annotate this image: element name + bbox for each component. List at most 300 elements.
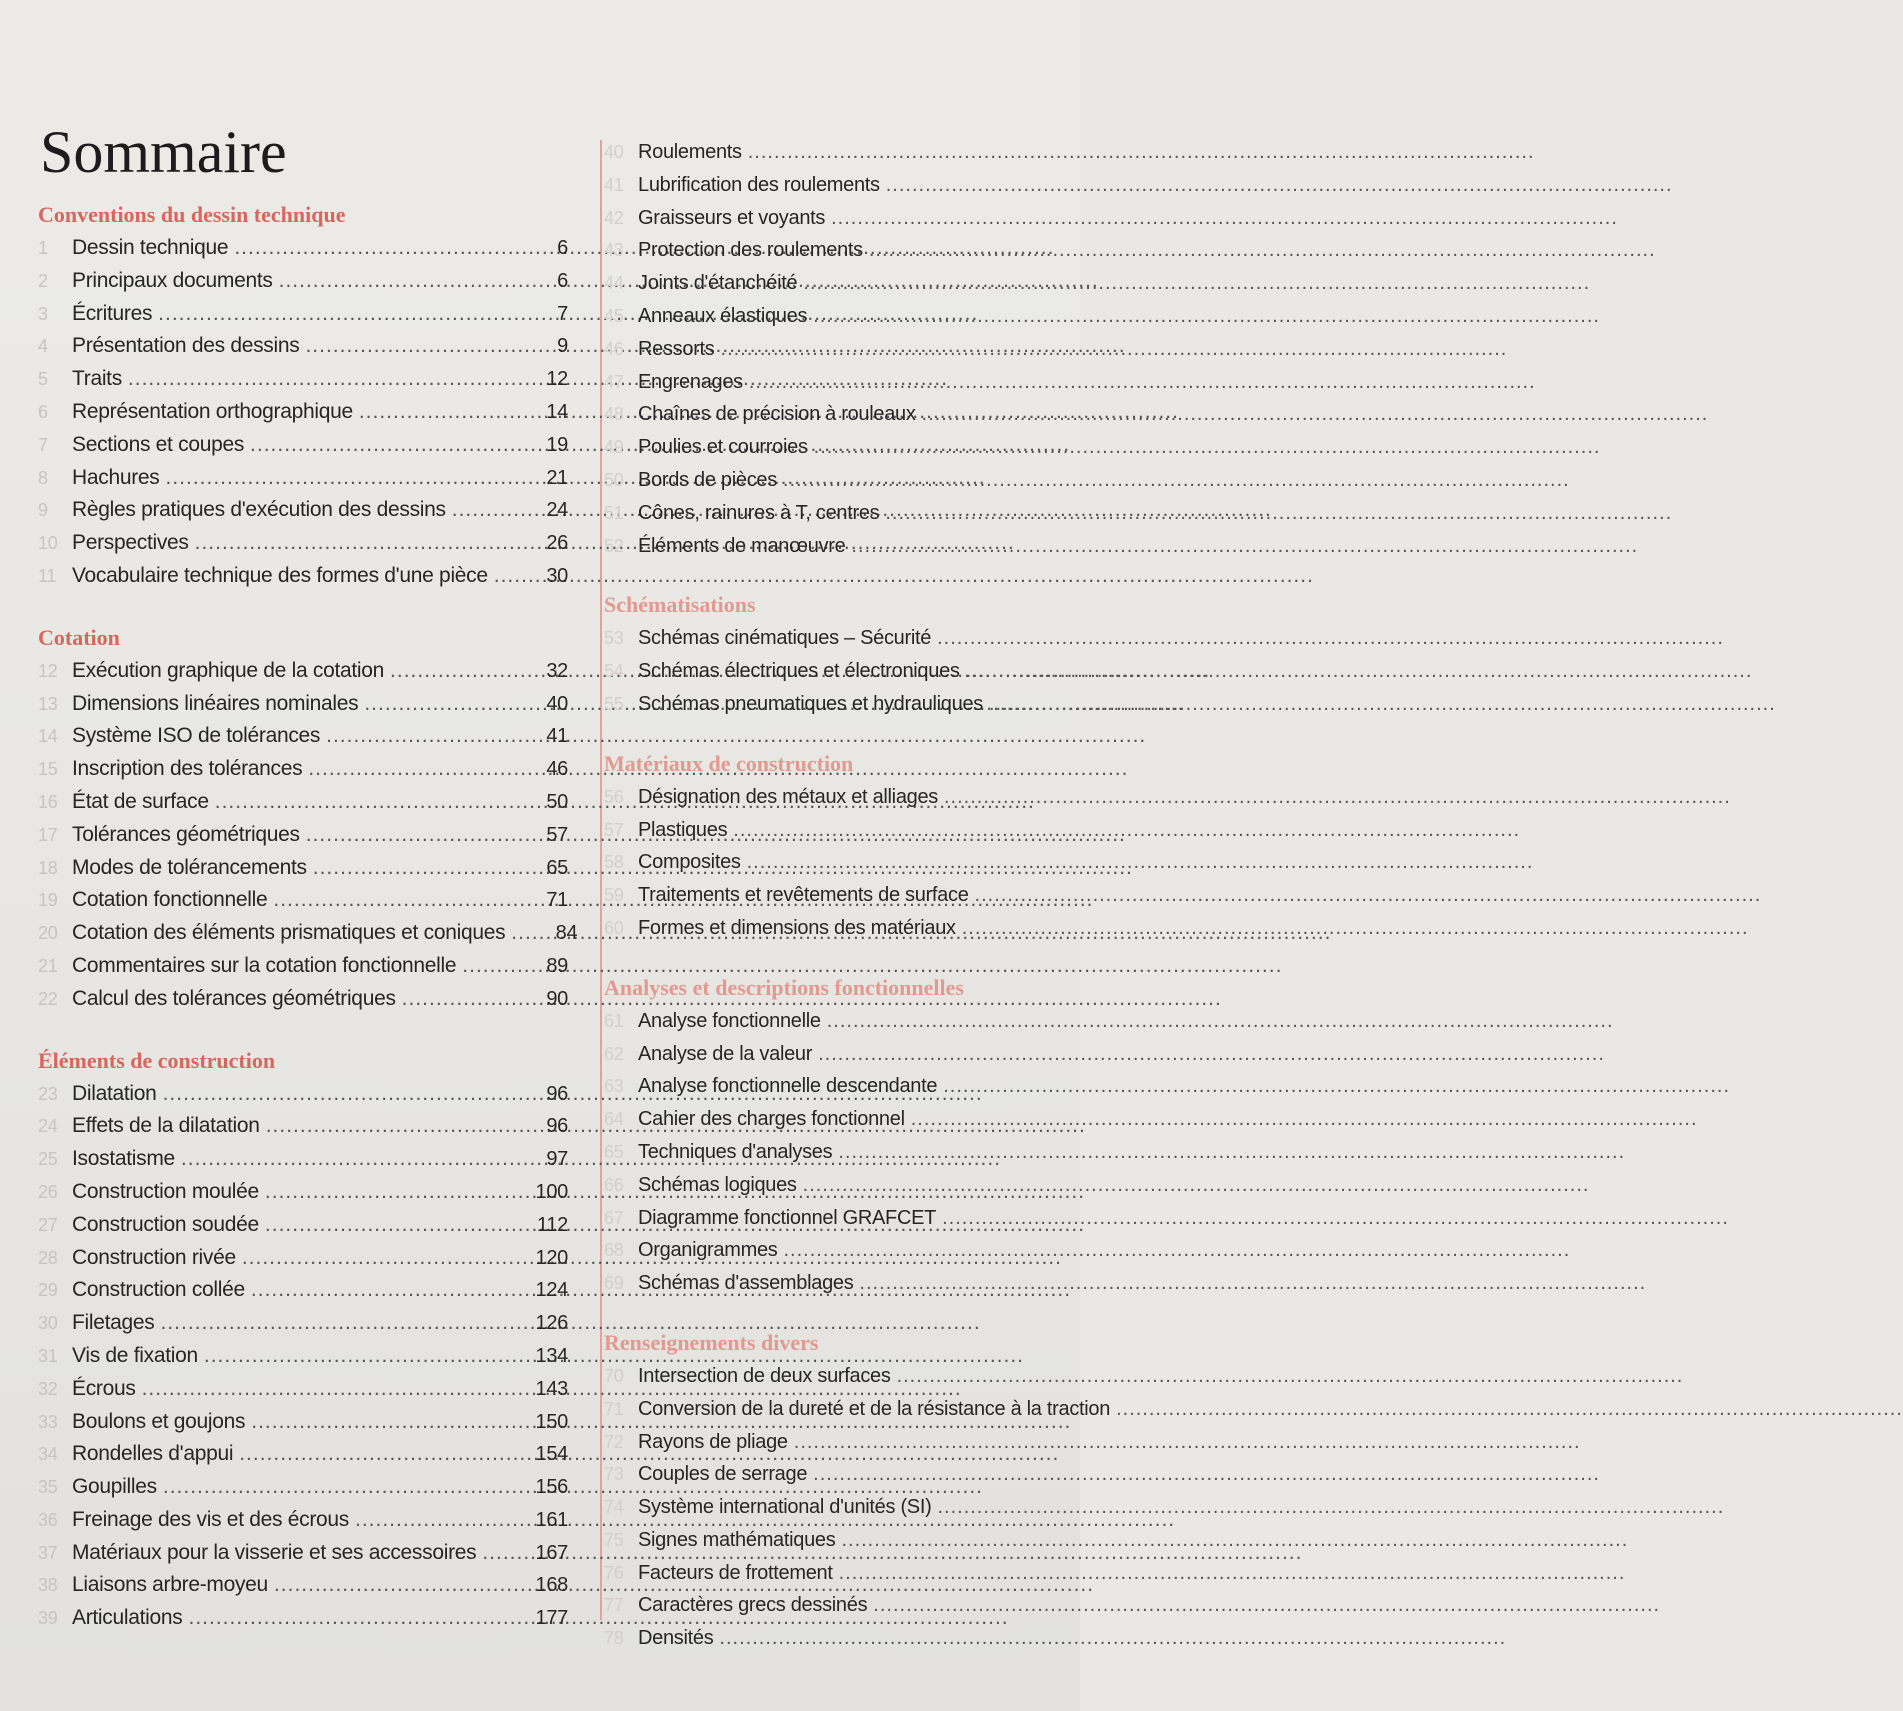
toc-entry bbox=[604, 366, 1080, 399]
entry-number: 29 bbox=[38, 1280, 58, 1301]
entry-page: 9 bbox=[557, 335, 568, 358]
entry-label: Commentaires sur la cotation fonctionnelle bbox=[72, 953, 457, 977]
toc-entry bbox=[38, 688, 568, 721]
entry-number: 43 bbox=[604, 240, 624, 261]
entry-page: 156 bbox=[535, 1476, 568, 1499]
toc-entry bbox=[604, 622, 1080, 655]
entry-number: 73 bbox=[604, 1464, 624, 1485]
toc-entry bbox=[38, 429, 568, 462]
entry-label: Plastiques bbox=[638, 818, 728, 841]
entry-number: 20 bbox=[38, 923, 58, 944]
dot-leader bbox=[163, 1471, 522, 1504]
dot-leader bbox=[827, 1005, 1074, 1038]
toc-entry bbox=[38, 917, 578, 950]
dot-leader bbox=[305, 330, 522, 363]
entry-page: 40 bbox=[546, 692, 568, 715]
entry-number: 39 bbox=[38, 1608, 58, 1629]
dot-leader bbox=[859, 1267, 1074, 1300]
entry-label: Caractères grecs dessinés bbox=[638, 1594, 868, 1617]
toc-entry bbox=[38, 950, 568, 983]
entry-page: 97 bbox=[546, 1148, 568, 1171]
dot-leader bbox=[511, 917, 531, 950]
entry-label: Anneaux élastiques bbox=[638, 304, 808, 327]
dot-leader bbox=[265, 1209, 522, 1242]
entry-label: Construction soudée bbox=[72, 1212, 259, 1236]
entry-page: 32 bbox=[546, 659, 568, 682]
toc-entry bbox=[604, 846, 1080, 879]
section-schematisations bbox=[604, 588, 1080, 720]
entry-label: Exécution graphique de la cotation bbox=[72, 658, 385, 682]
entry-number: 13 bbox=[38, 693, 58, 714]
toc-entry bbox=[604, 333, 1080, 366]
toc-entry bbox=[604, 431, 1080, 464]
entry-label: Facteurs de frottement bbox=[638, 1561, 833, 1584]
dot-leader bbox=[390, 655, 522, 688]
entry-number: 56 bbox=[604, 786, 624, 807]
entry-number: 8 bbox=[38, 467, 48, 488]
entry-page: 24 bbox=[546, 499, 568, 522]
entry-label: Dilatation bbox=[72, 1081, 157, 1105]
section-heading: Conventions du dessin technique bbox=[38, 202, 346, 227]
entry-number: 24 bbox=[38, 1116, 58, 1137]
toc-entry bbox=[38, 1471, 568, 1504]
entry-number: 65 bbox=[604, 1141, 624, 1162]
entry-label: Conversion de la dureté et de la résistance à la traction bbox=[638, 1397, 1111, 1420]
entry-label: Cotation des éléments prismatiques et coniques bbox=[72, 921, 506, 945]
entry-number: 66 bbox=[604, 1174, 624, 1195]
toc-entry bbox=[38, 265, 568, 298]
toc-entry bbox=[38, 786, 568, 819]
toc-entry bbox=[38, 298, 568, 331]
entry-label: Boulons et goujons bbox=[72, 1409, 246, 1433]
entry-label: Filetages bbox=[72, 1311, 155, 1335]
section-conventions bbox=[38, 198, 568, 593]
toc-entry bbox=[604, 398, 1080, 431]
toc-entry bbox=[38, 1078, 568, 1111]
toc-entry bbox=[38, 1537, 568, 1570]
dot-leader bbox=[748, 136, 1074, 169]
dot-leader bbox=[783, 1234, 1074, 1267]
entry-label: Règles pratiques d'exécution des dessins bbox=[72, 498, 446, 522]
entry-number: 52 bbox=[604, 535, 624, 556]
dot-leader bbox=[794, 1426, 1074, 1459]
entry-label: Représentation orthographique bbox=[72, 399, 353, 423]
entry-label: Analyse fonctionnelle bbox=[638, 1009, 821, 1032]
toc-entry bbox=[604, 1169, 1080, 1202]
toc-entry bbox=[38, 1373, 568, 1406]
entry-number: 59 bbox=[604, 885, 624, 906]
dot-leader bbox=[215, 786, 522, 819]
entry-page: 6 bbox=[557, 269, 568, 292]
toc-entry bbox=[604, 1360, 1080, 1393]
entry-label: Techniques d'analyses bbox=[638, 1140, 833, 1163]
entry-label: Analyse fonctionnelle descendante bbox=[638, 1075, 938, 1098]
entry-label: Schémas cinématiques – Sécurité bbox=[638, 627, 932, 650]
entry-label: Traits bbox=[72, 367, 122, 391]
entry-page: 7 bbox=[557, 302, 568, 325]
entry-page: 90 bbox=[546, 987, 568, 1010]
dot-leader bbox=[942, 1202, 1074, 1235]
entry-label: Ressorts bbox=[638, 337, 715, 360]
entry-label: État de surface bbox=[72, 789, 209, 813]
toc-entry bbox=[604, 1005, 1080, 1038]
dot-leader bbox=[873, 1589, 1074, 1622]
entry-number: 21 bbox=[38, 955, 58, 976]
dot-leader bbox=[841, 1524, 1074, 1557]
entry-page: 21 bbox=[546, 466, 568, 489]
entry-label: Formes et dimensions des matériaux bbox=[638, 916, 956, 939]
entry-number: 72 bbox=[604, 1431, 624, 1452]
entry-page: 71 bbox=[546, 889, 568, 912]
entry-number: 25 bbox=[38, 1149, 58, 1170]
entry-label: Écritures bbox=[72, 301, 153, 325]
dot-leader bbox=[943, 1070, 1074, 1103]
dot-leader bbox=[966, 655, 1074, 688]
entry-number: 69 bbox=[604, 1273, 624, 1294]
entry-label: Schémas d'assemblages bbox=[638, 1272, 854, 1295]
section-heading: Analyses et descriptions fonctionnelles bbox=[604, 974, 964, 1000]
entry-page: 57 bbox=[546, 823, 568, 846]
entry-number: 32 bbox=[38, 1378, 58, 1399]
entry-number: 51 bbox=[604, 502, 624, 523]
entry-label: Diagramme fonctionnel GRAFCET bbox=[638, 1206, 937, 1229]
entry-number: 64 bbox=[604, 1109, 624, 1130]
entry-number: 78 bbox=[604, 1628, 624, 1649]
entry-page: 50 bbox=[546, 790, 568, 813]
dot-leader bbox=[251, 1406, 522, 1439]
entry-page: 100 bbox=[535, 1180, 568, 1203]
entry-number: 57 bbox=[604, 819, 624, 840]
dot-leader bbox=[962, 912, 1074, 945]
toc-entry bbox=[604, 1589, 1080, 1622]
toc-entry bbox=[38, 1602, 568, 1635]
toc-entry bbox=[604, 1070, 1080, 1103]
section-cotation bbox=[38, 621, 578, 1016]
dot-leader bbox=[402, 983, 522, 1016]
toc-entry bbox=[604, 655, 1080, 688]
entry-number: 74 bbox=[604, 1497, 624, 1518]
dot-leader bbox=[831, 202, 1074, 235]
toc-entry bbox=[604, 688, 1080, 721]
entry-page: 124 bbox=[535, 1279, 568, 1302]
entry-number: 11 bbox=[38, 565, 57, 586]
toc-entry bbox=[38, 396, 568, 429]
section-heading: Renseignements divers bbox=[604, 1329, 819, 1355]
entry-number: 45 bbox=[604, 305, 624, 326]
toc-entry bbox=[38, 1176, 568, 1209]
entry-label: Roulements bbox=[638, 141, 742, 163]
entry-label: Construction collée bbox=[72, 1278, 245, 1302]
entry-number: 14 bbox=[38, 726, 58, 747]
entry-number: 38 bbox=[38, 1575, 58, 1596]
toc-entry bbox=[604, 464, 1080, 497]
entry-label: Rondelles d'appui bbox=[72, 1442, 234, 1466]
entry-number: 47 bbox=[604, 371, 624, 392]
entry-number: 6 bbox=[38, 401, 48, 422]
entry-number: 50 bbox=[604, 469, 624, 490]
entry-number: 18 bbox=[38, 857, 58, 878]
toc-entry bbox=[604, 300, 1080, 333]
toc-entry bbox=[604, 1038, 1080, 1071]
entry-number: 53 bbox=[604, 628, 624, 649]
entry-label: Goupilles bbox=[72, 1475, 157, 1499]
toc-entry bbox=[604, 879, 1080, 912]
entry-label: Cônes, rainures à T, centres bbox=[638, 501, 880, 524]
section-continued bbox=[604, 136, 1080, 562]
dot-leader bbox=[158, 298, 522, 331]
entry-number: 76 bbox=[604, 1562, 624, 1583]
entry-number: 75 bbox=[604, 1529, 624, 1550]
entry-number: 28 bbox=[38, 1247, 58, 1268]
dot-leader bbox=[165, 462, 522, 495]
dot-leader bbox=[719, 1622, 1074, 1655]
toc-entry bbox=[604, 814, 1080, 847]
entry-label: Inscription des tolérances bbox=[72, 757, 303, 781]
entry-page: 12 bbox=[546, 368, 568, 391]
entry-label: Lubrification des roulements bbox=[638, 173, 880, 196]
entry-label: Schémas électriques et électroniques bbox=[638, 660, 960, 683]
entry-number: 55 bbox=[604, 693, 624, 714]
toc-entry bbox=[604, 1557, 1080, 1590]
entry-number: 60 bbox=[604, 917, 624, 938]
section-materiaux bbox=[604, 747, 1080, 945]
dot-leader bbox=[839, 1557, 1074, 1590]
entry-label: Cahier des charges fonctionnel bbox=[638, 1108, 905, 1131]
dot-leader bbox=[803, 1169, 1074, 1202]
entry-page: 14 bbox=[546, 400, 568, 423]
dot-leader bbox=[266, 1110, 522, 1143]
entry-label: Bords de pièces bbox=[638, 468, 777, 491]
dot-leader bbox=[747, 846, 1074, 879]
dot-leader bbox=[265, 1176, 522, 1209]
entry-number: 23 bbox=[38, 1083, 58, 1104]
dot-leader bbox=[851, 530, 1074, 563]
entry-number: 44 bbox=[604, 273, 624, 294]
section-heading: Cotation bbox=[38, 624, 120, 650]
entry-number: 34 bbox=[38, 1444, 58, 1465]
toc-entry bbox=[604, 530, 1080, 563]
dot-leader bbox=[462, 950, 522, 983]
dot-leader bbox=[364, 688, 522, 721]
entry-number: 1 bbox=[38, 238, 48, 258]
entry-number: 17 bbox=[38, 824, 58, 845]
dot-leader bbox=[494, 560, 522, 593]
dot-leader bbox=[204, 1340, 522, 1373]
dot-leader bbox=[911, 1103, 1074, 1136]
toc-entry bbox=[604, 1622, 1080, 1655]
entry-number: 42 bbox=[604, 207, 624, 228]
entry-page: 96 bbox=[546, 1115, 568, 1138]
dot-leader bbox=[313, 852, 522, 885]
entry-number: 10 bbox=[38, 533, 58, 554]
dot-leader bbox=[783, 464, 1074, 497]
entry-number: 40 bbox=[604, 142, 624, 162]
entry-number: 77 bbox=[604, 1595, 624, 1616]
entry-label: Construction rivée bbox=[72, 1245, 236, 1269]
dot-leader bbox=[195, 527, 522, 560]
section-heading: Éléments de construction bbox=[38, 1047, 276, 1073]
toc-entry bbox=[604, 912, 1080, 945]
entry-label: Organigrammes bbox=[638, 1239, 778, 1262]
entry-page: 41 bbox=[546, 725, 568, 748]
section-heading: Matériaux de construction bbox=[604, 750, 854, 776]
entry-page: 26 bbox=[546, 532, 568, 555]
toc-entry bbox=[38, 1274, 568, 1307]
entry-page: 126 bbox=[535, 1312, 568, 1335]
entry-number: 9 bbox=[38, 500, 48, 521]
entry-label: Poulies et courroies bbox=[638, 436, 808, 459]
toc-entry bbox=[38, 852, 568, 885]
dot-leader bbox=[250, 429, 522, 462]
entry-number: 71 bbox=[604, 1398, 624, 1419]
entry-label: Dimensions linéaires nominales bbox=[72, 691, 359, 715]
entry-label: Isostatisme bbox=[72, 1147, 175, 1171]
entry-label: Joints d'étanchéité bbox=[638, 272, 798, 295]
toc-entry bbox=[38, 655, 568, 688]
dot-leader bbox=[181, 1143, 522, 1176]
toc-entry bbox=[38, 232, 568, 265]
toc-list bbox=[604, 781, 1080, 945]
entry-label: Densités bbox=[638, 1627, 714, 1650]
entry-number: 26 bbox=[38, 1181, 58, 1202]
entry-page: 143 bbox=[535, 1377, 568, 1400]
dot-leader bbox=[818, 1038, 1074, 1071]
entry-number: 37 bbox=[38, 1542, 58, 1563]
dot-leader bbox=[251, 1274, 522, 1307]
entry-label: Chaînes de précision à rouleaux bbox=[638, 403, 916, 426]
toc-list bbox=[604, 1360, 1111, 1655]
toc-entry bbox=[604, 781, 1080, 814]
toc-entry bbox=[38, 720, 568, 753]
dot-leader bbox=[355, 1504, 522, 1537]
entry-number: 62 bbox=[604, 1043, 624, 1064]
section-elements bbox=[38, 1044, 568, 1636]
entry-number: 35 bbox=[38, 1477, 58, 1498]
toc-entry bbox=[38, 494, 568, 527]
toc-entry bbox=[38, 1209, 568, 1242]
entry-number: 22 bbox=[38, 988, 58, 1009]
dot-leader bbox=[1116, 1393, 1136, 1426]
dot-leader bbox=[306, 819, 522, 852]
dot-leader bbox=[937, 1491, 1074, 1524]
dot-leader bbox=[239, 1438, 522, 1471]
dot-leader bbox=[326, 720, 522, 753]
toc-entry bbox=[604, 267, 1080, 300]
entry-number: 63 bbox=[604, 1076, 624, 1097]
entry-label: Calcul des tolérances géométriques bbox=[72, 986, 396, 1010]
entry-page: 167 bbox=[535, 1541, 568, 1564]
page-title: Sommaire bbox=[40, 119, 287, 185]
entry-label: Principaux documents bbox=[72, 268, 273, 292]
entry-label: Articulations bbox=[72, 1606, 183, 1630]
dot-leader bbox=[482, 1537, 522, 1570]
toc-entry bbox=[38, 819, 568, 852]
toc-entry bbox=[38, 462, 568, 495]
entry-label: Système international d'unités (SI) bbox=[638, 1496, 932, 1519]
toc-entry bbox=[604, 1524, 1080, 1557]
toc-entry bbox=[38, 1340, 568, 1373]
dot-leader bbox=[944, 781, 1074, 814]
toc-entry bbox=[604, 1426, 1080, 1459]
entry-number: 4 bbox=[38, 336, 48, 357]
entry-number: 15 bbox=[38, 759, 58, 780]
entry-label: Désignation des métaux et alliages bbox=[638, 785, 938, 808]
entry-label: Éléments de manœuvre bbox=[638, 534, 846, 557]
entry-page: 150 bbox=[535, 1410, 568, 1433]
toc-entry bbox=[38, 560, 568, 593]
dot-leader bbox=[279, 265, 522, 298]
entry-page: 154 bbox=[535, 1443, 568, 1466]
dot-leader bbox=[937, 622, 1074, 655]
entry-label: Traitements et revêtements de surface bbox=[638, 884, 969, 907]
toc-list bbox=[38, 232, 568, 593]
toc-entry bbox=[604, 497, 1080, 530]
toc-entry bbox=[38, 983, 568, 1016]
toc-entry bbox=[38, 1504, 568, 1537]
entry-page: 65 bbox=[546, 856, 568, 879]
entry-label: Construction moulée bbox=[72, 1179, 259, 1203]
entry-number: 48 bbox=[604, 404, 624, 425]
entry-label: Schémas logiques bbox=[638, 1173, 797, 1196]
dot-leader bbox=[749, 366, 1074, 399]
toc-list bbox=[604, 136, 1080, 562]
entry-label: Couples de serrage bbox=[638, 1463, 808, 1486]
entry-number: 36 bbox=[38, 1509, 58, 1530]
toc-entry bbox=[604, 1458, 1080, 1491]
toc-list bbox=[38, 1078, 568, 1636]
toc-entry bbox=[604, 136, 1080, 169]
dot-leader bbox=[922, 398, 1074, 431]
dot-leader bbox=[188, 1602, 522, 1635]
section-heading: Schématisations bbox=[604, 592, 756, 618]
entry-number: 7 bbox=[38, 434, 48, 455]
entry-label: Analyse de la valeur bbox=[638, 1042, 813, 1065]
entry-page: 120 bbox=[535, 1246, 568, 1269]
dot-leader bbox=[242, 1242, 522, 1275]
entry-page: 19 bbox=[546, 433, 568, 456]
entry-label: Écrous bbox=[72, 1376, 136, 1400]
dot-leader bbox=[163, 1078, 522, 1111]
entry-label: Matériaux pour la visserie et ses accessoires bbox=[72, 1540, 477, 1564]
toc-entry bbox=[38, 363, 568, 396]
toc-entry bbox=[604, 1267, 1080, 1300]
section-renseignements bbox=[604, 1326, 1111, 1655]
entry-number: 41 bbox=[604, 174, 624, 195]
dot-leader bbox=[274, 1569, 522, 1602]
dot-leader bbox=[813, 1458, 1074, 1491]
entry-number: 2 bbox=[38, 270, 48, 291]
dot-leader bbox=[733, 814, 1074, 847]
toc-entry bbox=[604, 1491, 1080, 1524]
entry-number: 16 bbox=[38, 791, 58, 812]
dot-leader bbox=[308, 753, 522, 786]
entry-label: Système ISO de tolérances bbox=[72, 724, 321, 748]
entry-number: 49 bbox=[604, 437, 624, 458]
toc-entry bbox=[38, 1569, 568, 1602]
toc-entry bbox=[38, 330, 568, 363]
entry-page: 46 bbox=[546, 758, 568, 781]
entry-number: 33 bbox=[38, 1411, 58, 1432]
entry-label: Composites bbox=[638, 851, 741, 874]
entry-label: Hachures bbox=[72, 465, 160, 489]
toc-entry bbox=[38, 1143, 568, 1176]
entry-label: Vocabulaire technique des formes d'une pièce bbox=[72, 563, 488, 587]
entry-label: Engrenages bbox=[638, 370, 743, 393]
entry-number: 54 bbox=[604, 661, 624, 682]
entry-label: Effets de la dilatation bbox=[72, 1114, 260, 1138]
entry-label: Tolérances géométriques bbox=[72, 822, 300, 846]
entry-number: 27 bbox=[38, 1214, 58, 1235]
